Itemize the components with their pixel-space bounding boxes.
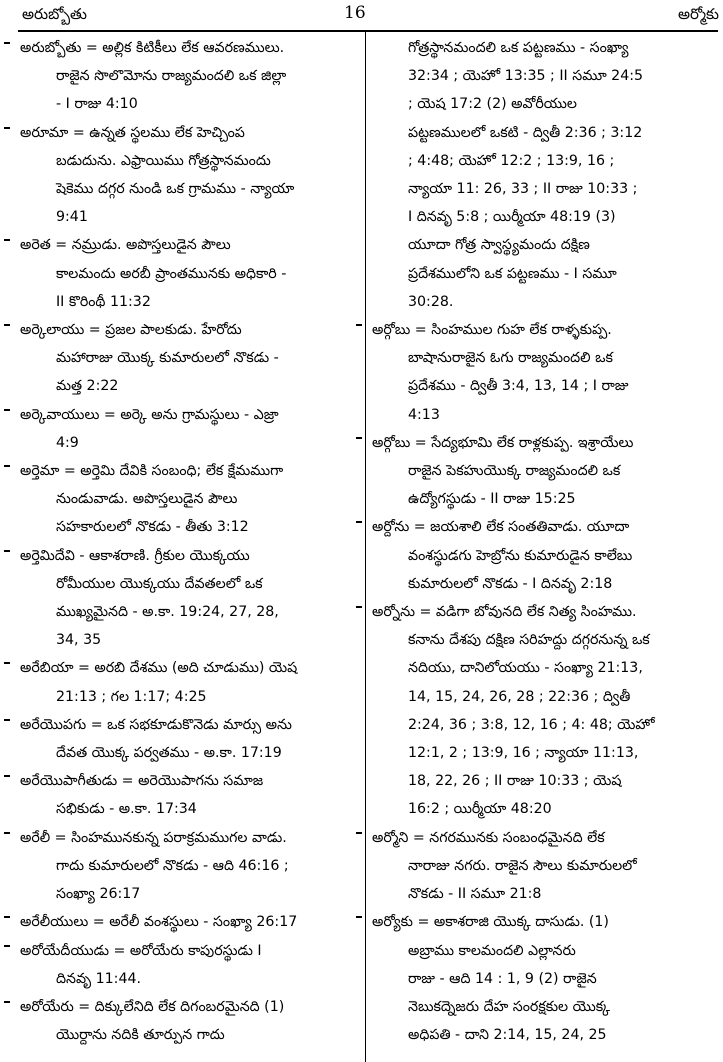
entry-marker xyxy=(4,916,10,918)
entry-marker xyxy=(4,719,10,721)
entry-line: ప్రదేశము - ద్వితీ 3:4, 13, 14 ; I రాజు xyxy=(408,378,629,395)
entry-line: మహారాజు యొక్క కుమారులలో నొకడు - xyxy=(56,350,279,367)
entry-marker xyxy=(356,916,362,918)
entry-marker xyxy=(356,437,362,439)
entry-marker xyxy=(4,465,10,467)
entry-line: సంఖ్యా 26:17 xyxy=(56,886,141,903)
entry-headline: అర్తెమా = అర్తెమి దేవికి సంబంధి; లేక క్షేమముగా xyxy=(20,463,284,480)
entry-line: అబ్రాము కాలమందలి ఎల్లానరు xyxy=(408,942,576,959)
entry-line: 4:13 xyxy=(408,406,440,423)
entry-line: అధిపతి - దాని 2:14, 15, 24, 25 xyxy=(408,1027,607,1044)
dictionary-entry xyxy=(20,654,358,710)
entry-line: కనాను దేశపు దక్షిణ సరిహద్దు దగ్గరనున్న ఒక xyxy=(408,632,650,649)
left-column xyxy=(20,34,358,1049)
entry-line: ; యెష 17:2 (2) అవోరీయుల xyxy=(408,96,577,113)
entry-headline: అర్గోబు = సింహముల గుహ లేక రాళ్ళకుప్ప. xyxy=(372,322,612,339)
header-right-guide-word: అర్మోకు xyxy=(678,5,719,23)
dictionary-entry xyxy=(20,457,358,542)
entry-line: వంశస్థుడగు హెబ్రోను కుమారుడైన కాలేబు xyxy=(408,547,633,564)
entry-line: నదియు, దానిలోయయు - సంఖ్యా 21:13, xyxy=(408,660,643,677)
entry-marker xyxy=(4,42,10,44)
entry-line: దినవృ 11:44. xyxy=(56,970,142,987)
dictionary-entry xyxy=(20,316,358,401)
entry-line: రాజైన పెకహుయొక్క రాజ్యమందలి ఒక xyxy=(408,463,621,480)
entry-line: 21:13 ; గల 1:17; 4:25 xyxy=(56,688,207,705)
entry-line: కుమారులలో నొకడు - I దినవృ 2:18 xyxy=(408,575,613,592)
entry-line: మత్త 2:22 xyxy=(56,378,119,395)
entry-headline: అరోయేదీయుడు = అరోయేరు కాపురస్థుడు I xyxy=(20,942,262,959)
entry-line: ముఖ్యమైనది - అ.కా. 19:24, 27, 28, xyxy=(56,604,279,621)
dictionary-entry xyxy=(372,513,714,598)
entry-line: 34, 35 xyxy=(56,632,102,649)
entry-line: రాజు - ఆది 14 : 1, 9 (2) రాజైన xyxy=(408,970,597,987)
dictionary-entry xyxy=(20,401,358,457)
entry-marker xyxy=(356,521,362,523)
entry-marker xyxy=(356,324,362,326)
entry-headline: అరేబియా = అరబి దేశము (అది చూడుము) యెష xyxy=(20,660,298,677)
entry-line: నొకడు - II సమూ 21:8 xyxy=(408,886,542,903)
entry-line: నారాజు నగరు. రాజైన సౌలు కుమారులలో xyxy=(408,857,637,874)
dictionary-entry xyxy=(20,711,358,767)
entry-marker xyxy=(356,832,362,834)
dictionary-entry xyxy=(372,316,714,429)
header-left-guide-word: అరుబ్బోతు xyxy=(22,5,87,23)
entry-headline: అర్తెమిదేవి - ఆకాశరాణి. గ్రీకుల యొక్కయు xyxy=(20,547,250,564)
entry-line: గాదు కుమారులలో నొకడు - ఆది 46:16 ; xyxy=(56,857,289,874)
entry-line: - I రాజు 4:10 xyxy=(56,96,138,113)
entry-line: 32:34 ; యెహో 13:35 ; II సమూ 24:5 xyxy=(408,68,644,85)
entry-line: 30:28. xyxy=(408,293,454,310)
column-divider xyxy=(365,32,366,1062)
entry-line: బడుదును. ఎఫ్రాయిము గోత్రస్థానమందు xyxy=(56,152,271,169)
entry-headline: అరేయొపాగీతుడు = అరెయొపాగను సమాజ xyxy=(20,773,264,790)
entry-line: సభికుడు - అ.కా. 17:34 xyxy=(56,801,197,818)
entry-line: 2:24, 36 ; 3:8, 12, 16 ; 4: 48; యెహో xyxy=(408,716,655,733)
entry-marker xyxy=(4,409,10,411)
entry-marker xyxy=(4,662,10,664)
entry-line: 9:41 xyxy=(56,209,88,226)
entry-headline: అర్మోని = నగరమునకు సంబంధమైనది లేక xyxy=(372,829,605,846)
entry-line: న్యాయా 11: 26, 33 ; II రాజు 10:33 ; xyxy=(408,181,638,198)
dictionary-entry xyxy=(20,34,358,119)
entry-headline: అరెత = నమ్రుడు. అపొస్తలుడైన పౌలు xyxy=(20,237,231,254)
entry-headline: అరేలీయులు = అరేలీ వంశస్థులు - సంఖ్యా 26:17 xyxy=(20,914,298,931)
entry-line: దేవత యొక్క పర్వతము - అ.కా. 17:19 xyxy=(56,745,282,762)
entry-line: షెకెము దగ్గర నుండి ఒక గ్రామము - న్యాయా xyxy=(56,181,295,198)
entry-marker xyxy=(356,606,362,608)
entry-line: రాజైన సొలొమోను రాజ్యమందలి ఒక జిల్లా xyxy=(56,68,287,85)
entry-line: 12:1, 2 ; 13:9, 16 ; న్యాయా 11:13, xyxy=(408,745,639,762)
dictionary-entry xyxy=(20,119,358,232)
dictionary-entry xyxy=(20,767,358,823)
entry-line: నుండువాడు. అపొస్తలుడైన పౌలు xyxy=(56,491,238,508)
entry-marker xyxy=(4,239,10,241)
dictionary-entry xyxy=(20,993,358,1049)
entry-line: ప్రదేశములోని ఒక పట్టణము - I సమూ xyxy=(408,265,617,282)
entry-headline: అర్గోబు = సేద్యభూమి లేక రాళ్లకుప్ప. ఇశ్రాయేలు xyxy=(372,434,634,451)
entry-marker xyxy=(4,832,10,834)
dictionary-entry xyxy=(372,598,714,824)
entry-line: బాషానురాజైన ఓగు రాజ్యమందలి ఒక xyxy=(408,350,613,367)
entry-headline: అరూమా = ఉన్నత స్థలము లేక హెచ్చింప xyxy=(20,124,245,141)
page-header xyxy=(0,0,723,30)
entry-line: రోమీయుల యొక్కయు దేవతలలో ఒక xyxy=(56,575,263,592)
entry-line: యూదా గోత్ర స్వాస్థ్యమందు దక్షిణ xyxy=(408,237,590,254)
entry-line: ఉద్యోగస్థుడు - II రాజు 15:25 xyxy=(408,491,576,508)
right-column xyxy=(372,34,714,1049)
entry-marker xyxy=(4,127,10,129)
entry-marker xyxy=(4,1001,10,1003)
entry-line: ; 4:48; యెహో 12:2 ; 13:9, 16 ; xyxy=(408,152,615,169)
entry-line: గోత్రస్థానమందలి ఒక పట్టణము - సంఖ్యా xyxy=(408,40,629,56)
entry-line: 16:2 ; యిర్మీయా 48:20 xyxy=(408,801,552,818)
entry-headline: అర్దోను = జయశాలి లేక సంతతివాడు. యూదా xyxy=(372,519,630,536)
entry-line: యొర్దాను నదికి తూర్పున గాదు xyxy=(56,1027,225,1044)
dictionary-entry xyxy=(20,908,358,936)
dictionary-entry xyxy=(372,908,714,1049)
entry-marker xyxy=(4,945,10,947)
entry-headline: అర్నోను = వడిగా బోవునది లేక నిత్య సింహము. xyxy=(372,604,637,621)
dictionary-entry xyxy=(20,542,358,655)
entry-headline: అర్యోకు = అకాశరాజి యొక్క దాసుడు. (1) xyxy=(372,914,609,931)
entry-headline: అర్కెవాయులు = అర్కె అను గ్రామస్థులు - ఎజ్రా xyxy=(20,406,279,423)
entry-marker xyxy=(4,550,10,552)
entry-line: కాలమందు అరబీ ప్రాంతమునకు అధికారి - xyxy=(56,265,287,282)
entry-marker xyxy=(4,775,10,777)
dictionary-entry xyxy=(20,824,358,909)
entry-line: 4:9 xyxy=(56,434,79,451)
entry-headline: అరేయొపగు = ఒక సభకూడుకొనెడు మార్సు అను xyxy=(20,716,292,733)
entry-line: 14, 15, 24, 26, 28 ; 22:36 ; ద్వితీ xyxy=(408,688,631,705)
entry-line: పట్టణములలో ఒకటి - ద్వితీ 2:36 ; 3:12 xyxy=(408,124,643,141)
entry-line: I దినవృ 5:8 ; యిర్మీయా 48:19 (3) xyxy=(408,209,616,226)
page-number: 16 xyxy=(344,3,366,23)
entry-headline: అరేలీ = సింహమునకున్న పరాక్రమముగల వాడు. xyxy=(20,829,287,846)
entry-headline: అరుబ్బోతు = అల్లిక కిటికీలు లేక ఆవరణములు. xyxy=(20,40,285,56)
dictionary-entry xyxy=(20,231,358,316)
entry-line: II కొరింథీ 11:32 xyxy=(56,293,151,310)
entry-line: 18, 22, 26 ; II రాజు 10:33 ; యెష xyxy=(408,773,622,790)
entry-line: నెబుకద్నెజరు దేహ సంరక్షకుల యొక్క xyxy=(408,998,611,1015)
entry-line: సహకారులలో నొకడు - తీతు 3:12 xyxy=(56,519,249,536)
dictionary-entry xyxy=(372,824,714,909)
header-rule xyxy=(18,30,718,32)
entry-headline: అరోయేరు = దిక్కులేనిది లేక దిగంబరమైనది (1) xyxy=(20,998,285,1015)
entry-headline: అర్కెలాయు = ప్రజల పాలకుడు. హేరోదు xyxy=(20,322,242,339)
dictionary-entry xyxy=(20,937,358,993)
dictionary-entry xyxy=(372,429,714,514)
continued-entry xyxy=(372,34,714,316)
entry-marker xyxy=(4,324,10,326)
